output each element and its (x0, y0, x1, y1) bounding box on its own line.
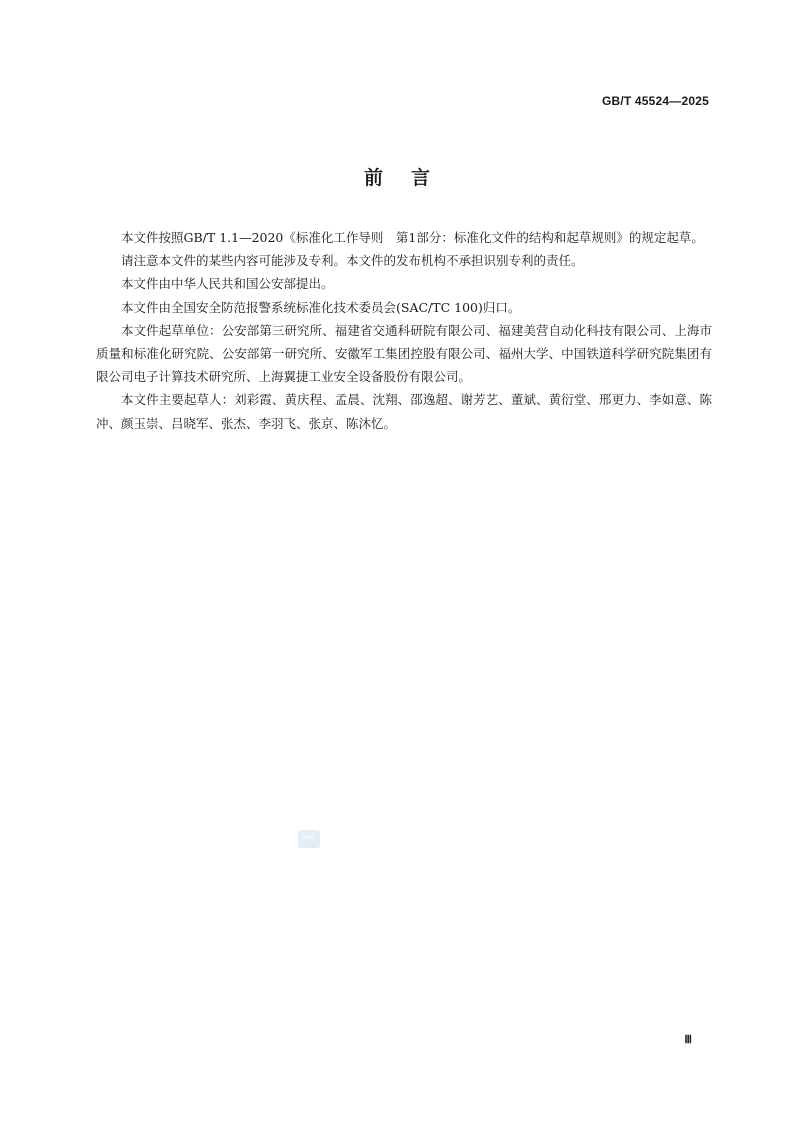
paragraph-drafting-rules: 本文件按照GB/T 1.1—2020《标准化工作导则 第1部分：标准化文件的结构和起草规则》的规定起草。 (121, 230, 704, 245)
page-number: Ⅲ (684, 1034, 692, 1046)
page-title: 前言 (363, 167, 458, 189)
foreword-body (96, 226, 712, 435)
paragraph-drafting-units: 本文件起草单位：公安部第三研究所、福建省交通科研院有限公司、福建美营自动化科技有限公司、上海市质量和标准化研究院、公安部第一研究所、安徽军工集团控股有限公司、福州大学、中国铁道科学研究院集团有限公司电子计算技术研究所、上海翼捷工业安全设备股份有限公司。 (96, 322, 712, 385)
standard-number: GB/T 45524—2025 (601, 94, 709, 108)
paragraph-patent-notice: 请注意本文件的某些内容可能涉及专利。本文件的发布机构不承担识别专利的责任。 (121, 253, 584, 269)
paragraph-proposer: 本文件由中华人民共和国公安部提出。 (121, 276, 334, 292)
sac-watermark-logo (298, 830, 320, 848)
watermark-text: SAC (302, 835, 316, 841)
paragraph-technical-committee: 本文件由全国安全防范报警系统标准化技术委员会(SAC/TC 100)归口。 (121, 299, 521, 315)
paragraph-drafters: 本文件主要起草人：刘彩霞、黄庆程、孟晨、沈翔、邵逸超、谢芳艺、董斌、黄衍堂、邢更力、李如意、陈冲、颜玉崇、吕晓军、张杰、李羽飞、张京、陈沐忆。 (96, 392, 712, 431)
